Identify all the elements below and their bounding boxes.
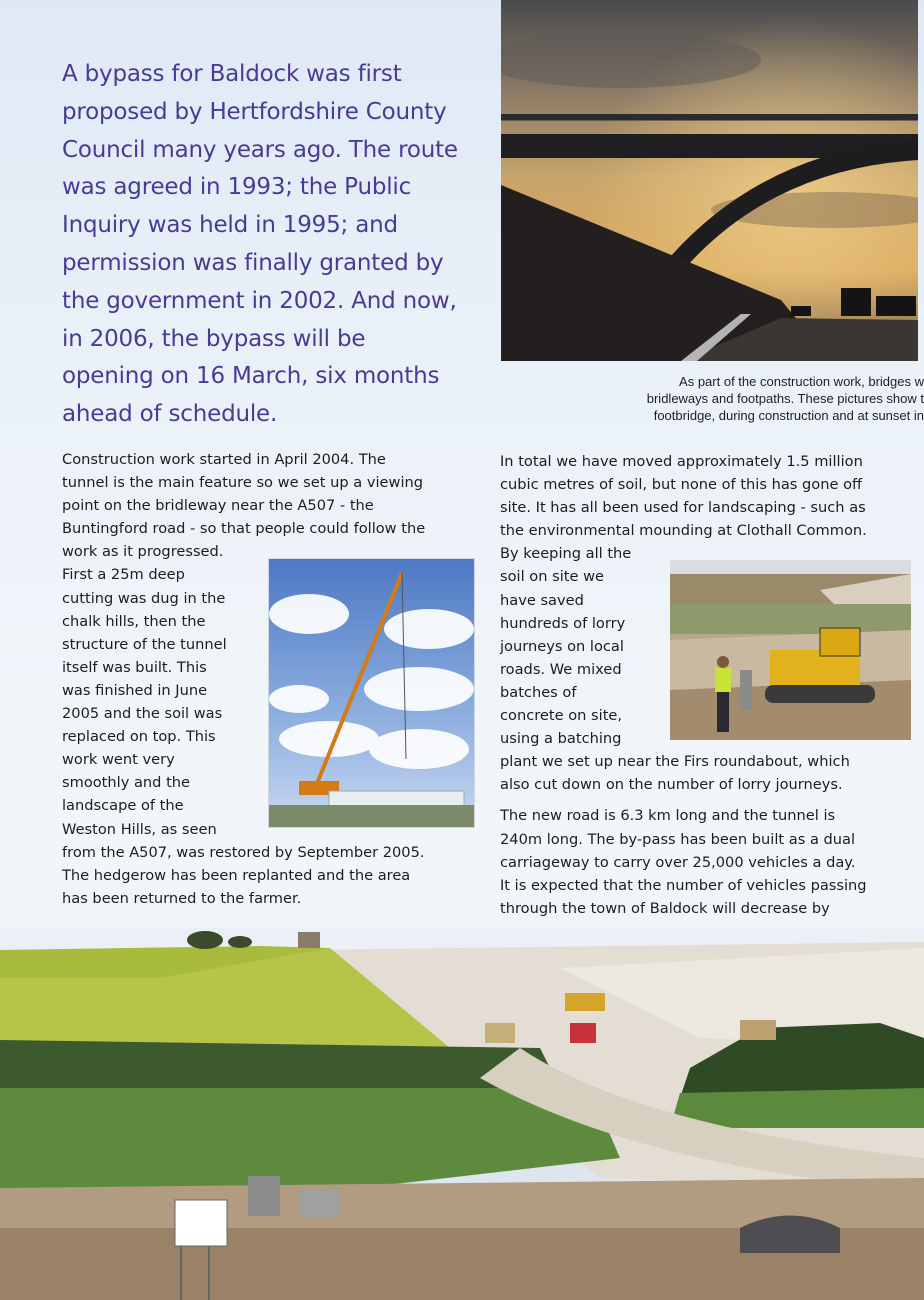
intro-line: in 2006, the bypass will be (62, 325, 366, 352)
text-line: work as it progressed. (62, 543, 224, 561)
text-line: soil on site we (500, 568, 605, 586)
text-line: Weston Hills, as seen (62, 820, 217, 838)
text-line: site. It has all been used for landscaping - such as (500, 499, 866, 517)
text-line: concrete on site, (500, 707, 623, 725)
intro-line: ahead of schedule. (62, 401, 278, 428)
text-line: Buntingford road - so that people could follow the (62, 520, 426, 538)
text-line: batches of (500, 683, 577, 701)
text-line: itself was built. This (62, 658, 207, 676)
bridge-sunset-photo (501, 0, 918, 361)
text-line: cubic metres of soil, but none of this has gone off (500, 476, 863, 494)
text-line: the environmental mounding at Clothall Common. (500, 522, 867, 540)
caption-line: footbridge, during construction and at sunset in (653, 408, 924, 423)
text-line: using a batching (500, 730, 622, 748)
intro-line: A bypass for Baldock was first (62, 61, 402, 87)
intro-line: Council many years ago. The route (62, 136, 458, 163)
text-line: It is expected that the number of vehicles passing (500, 876, 867, 894)
construction-site-photo (0, 928, 924, 1300)
caption-line: As part of the construction work, bridges w (679, 374, 924, 389)
text-line: journeys on local (500, 637, 624, 655)
photo-caption (540, 373, 924, 424)
text-line: work went very (62, 751, 175, 769)
text-line: carriageway to carry over 25,000 vehicles a day. (500, 853, 856, 871)
text-line: cutting was dug in the (62, 589, 226, 607)
text-line: roads. We mixed (500, 660, 622, 678)
text-line: 240m long. The by-pass has been built as a dual (500, 830, 856, 848)
intro-line: proposed by Hertfordshire County (62, 98, 447, 125)
text-line: replaced on top. This (62, 728, 216, 746)
text-line: 2005 and the soil was (62, 705, 223, 723)
text-line: In total we have moved approximately 1.5 million (500, 453, 863, 470)
text-line: By keeping all the (500, 545, 632, 563)
text-line: was finished in June (62, 681, 208, 699)
text-line: chalk hills, then the (62, 612, 206, 630)
text-line: landscape of the (62, 797, 184, 815)
text-line: also cut down on the number of lorry journeys. (500, 776, 843, 794)
intro-paragraph (62, 56, 472, 434)
text-line: through the town of Baldock will decrease by (500, 899, 830, 917)
text-line: The hedgerow has been replanted and the area (62, 866, 411, 884)
intro-line: was agreed in 1993; the Public (62, 174, 412, 201)
crane-photo (268, 558, 475, 828)
text-line: have saved (500, 591, 584, 609)
text-line: from the A507, was restored by September 2005. (62, 843, 425, 861)
caption-line: bridleways and footpaths. These pictures show t (646, 391, 924, 406)
text-line: smoothly and the (62, 774, 191, 792)
intro-line: permission was finally granted by (62, 249, 444, 276)
intro-line: Inquiry was held in 1995; and (62, 212, 398, 239)
text-line: plant we set up near the Firs roundabout, which (500, 753, 850, 771)
intro-line: opening on 16 March, six months (62, 363, 440, 390)
text-line: tunnel is the main feature so we set up a viewing (62, 474, 424, 492)
text-line: point on the bridleway near the A507 - the (62, 497, 374, 515)
text-line: Construction work started in April 2004. The (62, 451, 386, 468)
text-line: The new road is 6.3 km long and the tunnel is (500, 807, 836, 825)
text-line: has been returned to the farmer. (62, 889, 302, 907)
text-line: hundreds of lorry (500, 614, 626, 632)
bulldozer-photo (670, 560, 911, 740)
text-line: structure of the tunnel (62, 635, 227, 653)
text-line: First a 25m deep (62, 566, 185, 584)
intro-line: the government in 2002. And now, (62, 287, 457, 314)
